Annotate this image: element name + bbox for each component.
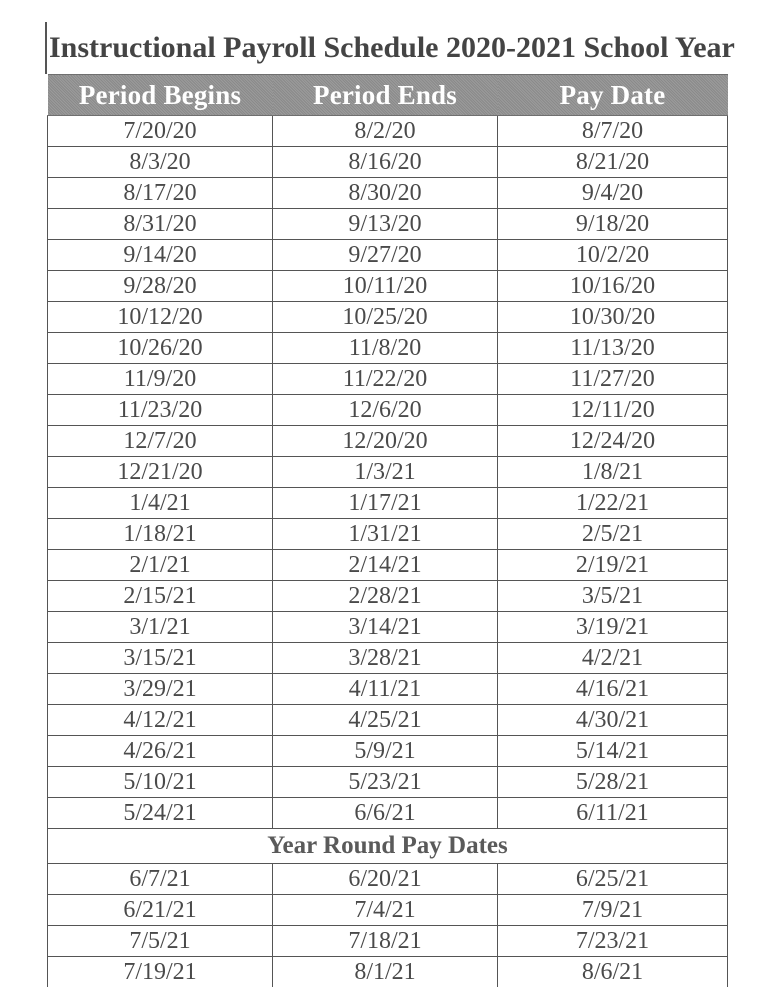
period-begins-cell: 4/12/21 [48,705,273,736]
period-ends-cell: 10/25/20 [273,302,498,333]
pay-date-cell: 4/16/21 [498,674,728,705]
period-begins-cell: 8/17/20 [48,178,273,209]
table-row [48,333,728,364]
column-header-pay-date: Pay Date [498,75,728,116]
period-begins-cell: 12/7/20 [48,426,273,457]
table-row [48,395,728,426]
period-begins-cell: 11/23/20 [48,395,273,426]
section-row-year-round [48,829,728,864]
table-row [48,271,728,302]
table-row [48,116,728,147]
pay-date-cell: 1/8/21 [498,457,728,488]
table-body [48,116,728,988]
period-begins-cell: 7/5/21 [48,926,273,957]
period-ends-cell: 2/14/21 [273,550,498,581]
period-begins-cell: 2/1/21 [48,550,273,581]
pay-date-cell: 8/7/20 [498,116,728,147]
pay-date-cell: 10/16/20 [498,271,728,302]
table-row [48,705,728,736]
pay-date-cell: 3/19/21 [498,612,728,643]
pay-date-cell: 12/24/20 [498,426,728,457]
pay-date-cell: 10/2/20 [498,240,728,271]
table-row [48,209,728,240]
period-begins-cell: 10/12/20 [48,302,273,333]
table-header-row [48,75,728,116]
pay-date-cell: 8/6/21 [498,957,728,988]
pay-date-cell: 6/11/21 [498,798,728,829]
pay-date-cell: 5/14/21 [498,736,728,767]
period-begins-cell: 1/18/21 [48,519,273,550]
period-ends-cell: 1/3/21 [273,457,498,488]
period-begins-cell: 8/3/20 [48,147,273,178]
period-ends-cell: 3/28/21 [273,643,498,674]
period-ends-cell: 4/11/21 [273,674,498,705]
period-ends-cell: 7/4/21 [273,895,498,926]
period-begins-cell: 5/10/21 [48,767,273,798]
table-row [48,240,728,271]
table-row [48,364,728,395]
pay-date-cell: 7/9/21 [498,895,728,926]
period-ends-cell: 12/20/20 [273,426,498,457]
period-begins-cell: 3/29/21 [48,674,273,705]
table-row [48,895,728,926]
pay-date-cell: 12/11/20 [498,395,728,426]
pay-date-cell: 4/30/21 [498,705,728,736]
period-ends-cell: 11/8/20 [273,333,498,364]
table-row [48,612,728,643]
pay-date-cell: 7/23/21 [498,926,728,957]
period-begins-cell: 9/14/20 [48,240,273,271]
pay-date-cell: 11/13/20 [498,333,728,364]
period-ends-cell: 3/14/21 [273,612,498,643]
table-row [48,178,728,209]
period-ends-cell: 12/6/20 [273,395,498,426]
pay-date-cell: 9/18/20 [498,209,728,240]
period-ends-cell: 9/13/20 [273,209,498,240]
table-row [48,798,728,829]
column-header-period-ends: Period Ends [273,75,498,116]
table-row [48,864,728,895]
period-ends-cell: 8/2/20 [273,116,498,147]
pay-date-cell: 9/4/20 [498,178,728,209]
pay-date-cell: 1/22/21 [498,488,728,519]
pay-date-cell: 4/2/21 [498,643,728,674]
period-begins-cell: 8/31/20 [48,209,273,240]
document-title: Instructional Payroll Schedule 2020-2021 School Year [45,22,727,74]
period-begins-cell: 5/24/21 [48,798,273,829]
table-row [48,957,728,988]
section-label: Year Round Pay Dates [48,829,728,864]
period-begins-cell: 10/26/20 [48,333,273,364]
payroll-schedule-document [47,22,735,987]
table-row [48,457,728,488]
period-begins-cell: 2/15/21 [48,581,273,612]
period-begins-cell: 3/15/21 [48,643,273,674]
period-ends-cell: 10/11/20 [273,271,498,302]
period-ends-cell: 8/16/20 [273,147,498,178]
payroll-schedule-table [47,74,728,987]
period-ends-cell: 7/18/21 [273,926,498,957]
table-row [48,767,728,798]
period-begins-cell: 7/20/20 [48,116,273,147]
table-row [48,643,728,674]
pay-date-cell: 5/28/21 [498,767,728,798]
table-row [48,736,728,767]
pay-date-cell: 2/5/21 [498,519,728,550]
table-row [48,926,728,957]
period-ends-cell: 6/6/21 [273,798,498,829]
period-ends-cell: 2/28/21 [273,581,498,612]
period-begins-cell: 12/21/20 [48,457,273,488]
pay-date-cell: 2/19/21 [498,550,728,581]
table-row [48,519,728,550]
table-row [48,302,728,333]
pay-date-cell: 10/30/20 [498,302,728,333]
period-ends-cell: 4/25/21 [273,705,498,736]
period-begins-cell: 3/1/21 [48,612,273,643]
column-header-period-begins: Period Begins [48,75,273,116]
table-row [48,147,728,178]
table-row [48,488,728,519]
table-row [48,674,728,705]
period-begins-cell: 7/19/21 [48,957,273,988]
period-ends-cell: 8/1/21 [273,957,498,988]
period-begins-cell: 11/9/20 [48,364,273,395]
pay-date-cell: 3/5/21 [498,581,728,612]
period-ends-cell: 8/30/20 [273,178,498,209]
period-begins-cell: 6/21/21 [48,895,273,926]
period-ends-cell: 1/17/21 [273,488,498,519]
pay-date-cell: 6/25/21 [498,864,728,895]
period-begins-cell: 4/26/21 [48,736,273,767]
table-row [48,581,728,612]
pay-date-cell: 8/21/20 [498,147,728,178]
period-begins-cell: 1/4/21 [48,488,273,519]
period-begins-cell: 6/7/21 [48,864,273,895]
pay-date-cell: 11/27/20 [498,364,728,395]
period-ends-cell: 9/27/20 [273,240,498,271]
table-row [48,426,728,457]
period-ends-cell: 5/23/21 [273,767,498,798]
period-ends-cell: 5/9/21 [273,736,498,767]
table-row [48,550,728,581]
period-ends-cell: 1/31/21 [273,519,498,550]
period-begins-cell: 9/28/20 [48,271,273,302]
period-ends-cell: 6/20/21 [273,864,498,895]
period-ends-cell: 11/22/20 [273,364,498,395]
